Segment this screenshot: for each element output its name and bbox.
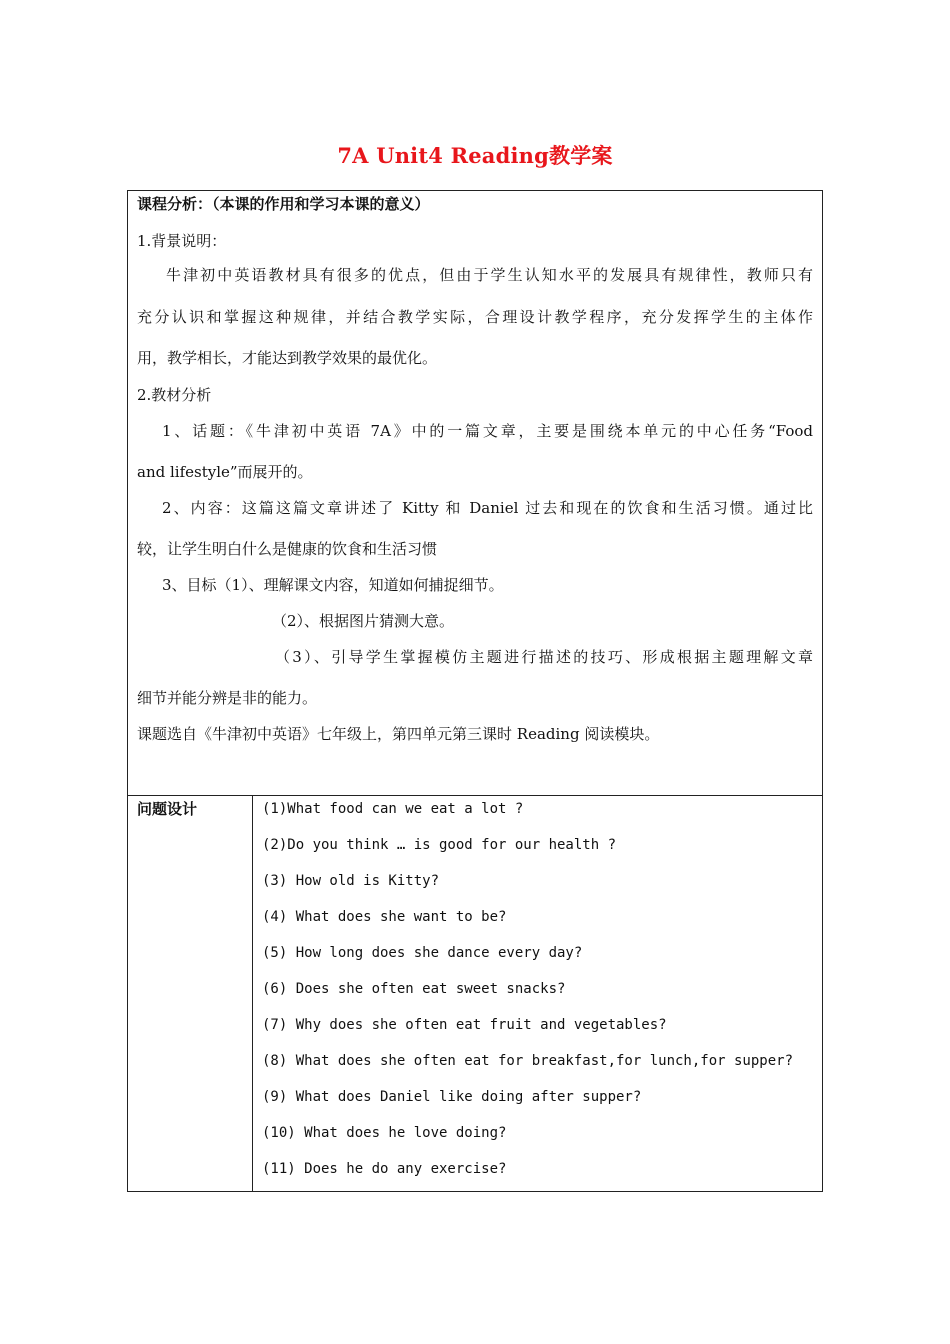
- textbook-heading: 2.教材分析: [137, 386, 212, 404]
- question-item: (11) Does he do any exercise?: [262, 1161, 507, 1177]
- source-line: 课题选自《牛津初中英语》七年级上，第四单元第三课时 Reading 阅读模块。: [137, 725, 660, 743]
- goal-line-3: （3）、引导学生掌握模仿主题进行描述的技巧、形成根据主题理解文章: [275, 648, 813, 666]
- document-title: 7A Unit4 Reading教学案: [337, 143, 613, 168]
- background-line-2: 充分认识和掌握这种规律，并结合教学实际，合理设计教学程序，充分发挥学生的主体作: [137, 308, 813, 326]
- column-divider: [252, 795, 253, 1192]
- goal-line-2: （2）、根据图片猜测大意。: [272, 612, 455, 630]
- background-line-1: 牛津初中英语教材具有很多的优点，但由于学生认知水平的发展具有规律性，教师只有: [166, 266, 813, 284]
- question-item: (2)Do you think … is good for our health ?: [262, 837, 617, 853]
- content-line-1: 2、内容：这篇这篇文章讲述了 Kitty 和 Daniel 过去和现在的饮食和生活习惯。通过比: [162, 499, 813, 517]
- row-divider: [128, 795, 822, 796]
- goal-line-1: 3、目标（1）、理解课文内容，知道如何捕捉细节。: [162, 576, 504, 594]
- question-item: (3) How old is Kitty?: [262, 873, 440, 889]
- questions-label: 问题设计: [137, 800, 198, 818]
- content-line-2: 较，让学生明白什么是健康的饮食和生活习惯: [137, 540, 438, 558]
- question-item: (1)What food can we eat a lot ?: [262, 801, 524, 817]
- background-heading: 1.背景说明：: [137, 232, 227, 250]
- question-item: (4) What does she want to be?: [262, 909, 507, 925]
- question-item: (6) Does she often eat sweet snacks?: [262, 981, 566, 997]
- goal-line-4: 细节并能分辨是非的能力。: [137, 689, 318, 707]
- question-item: (9) What does Daniel like doing after supper?: [262, 1089, 642, 1105]
- topic-line-1: 1、话题：《牛津初中英语 7A》中的一篇文章，主要是围绕本单元的中心任务“Food: [162, 422, 813, 440]
- question-item: (8) What does she often eat for breakfast,for lunch,for supper?: [262, 1053, 794, 1069]
- question-item: (5) How long does she dance every day?: [262, 945, 583, 961]
- topic-line-2: and lifestyle”而展开的。: [137, 463, 313, 481]
- analysis-heading: 课程分析：（本课的作用和学习本课的意义）: [137, 195, 430, 213]
- question-item: (10) What does he love doing?: [262, 1125, 507, 1141]
- background-line-3: 用，教学相长，才能达到教学效果的最优化。: [137, 349, 438, 367]
- question-item: (7) Why does she often eat fruit and vegetables?: [262, 1017, 667, 1033]
